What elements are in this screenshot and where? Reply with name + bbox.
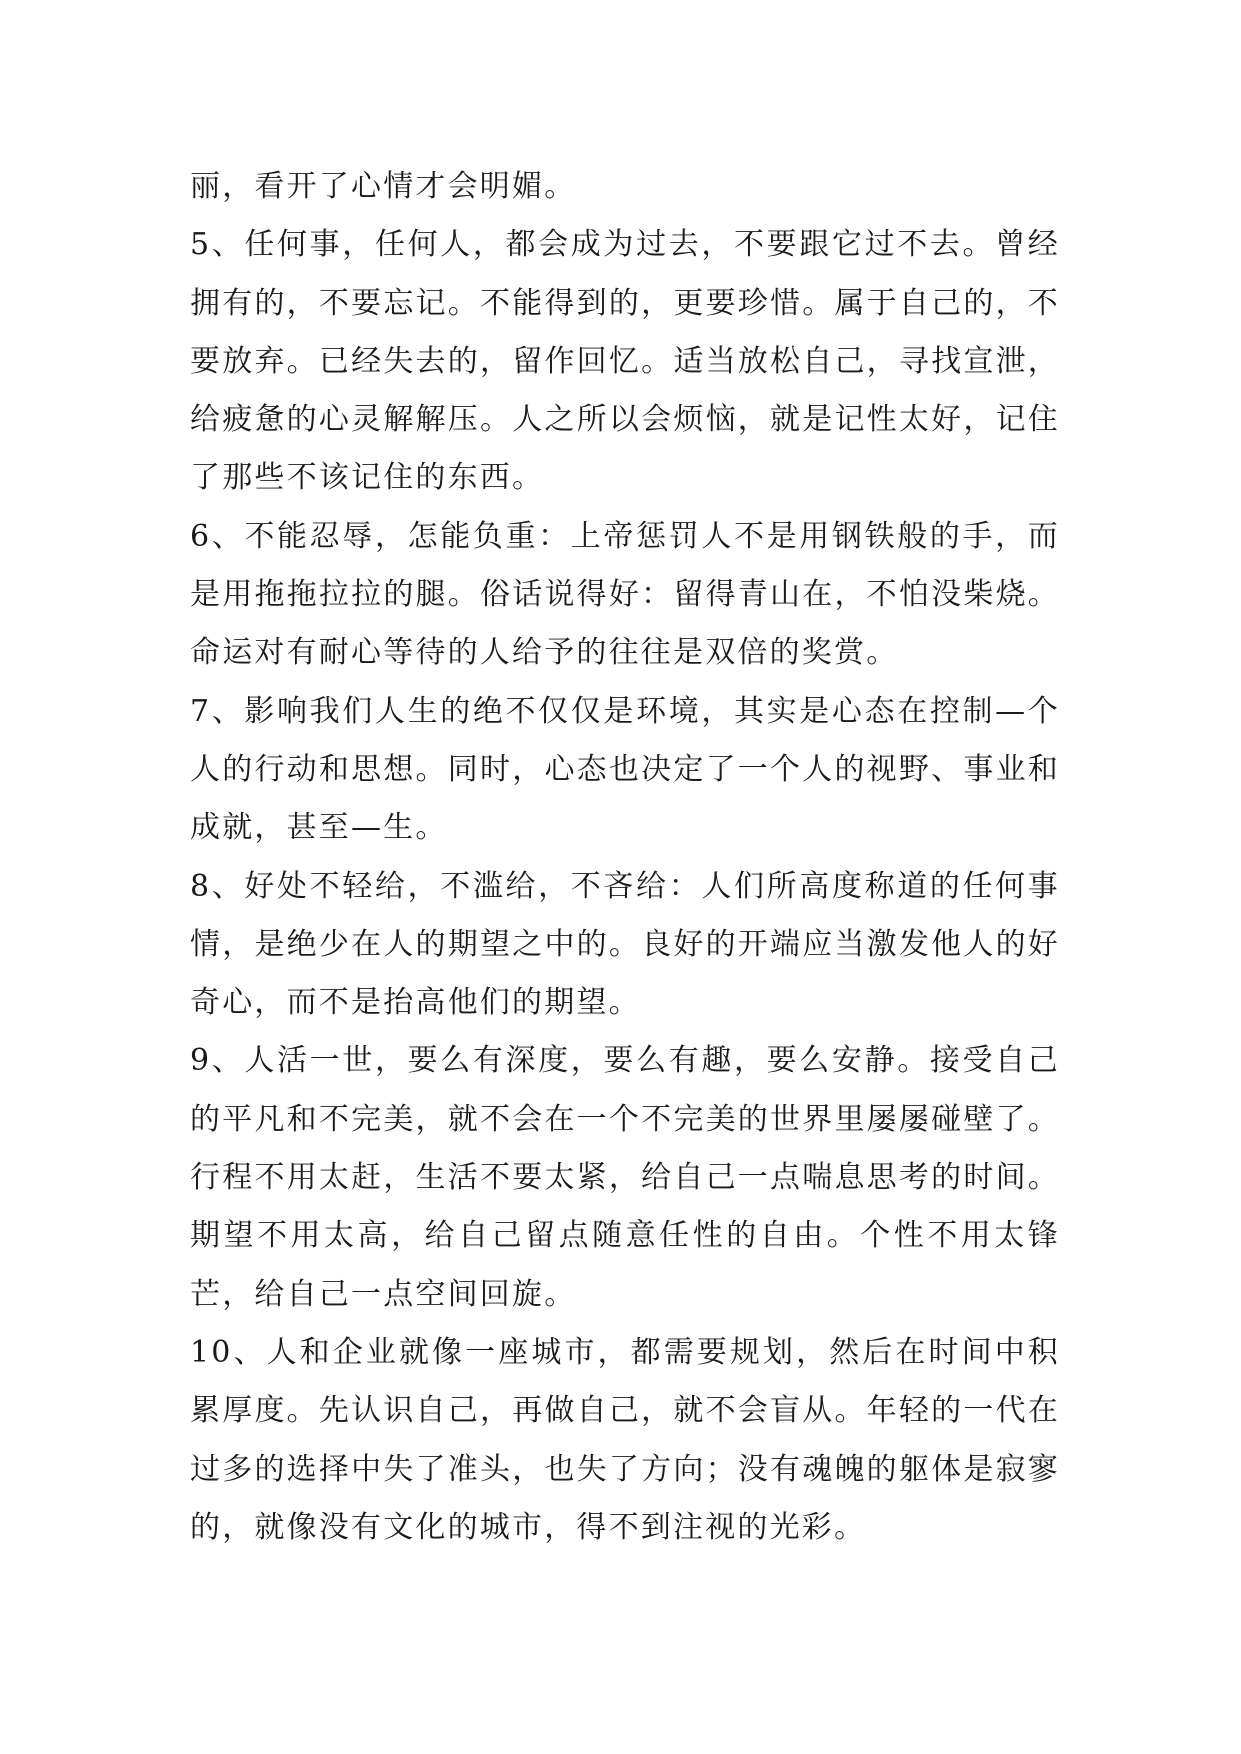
paragraph-item-8: 8、好处不轻给，不滥给，不吝给：人们所高度称道的任何事情，是绝少在人的期望之中的。良好的开端应当激发他人的好奇心，而不是抬高他们的期望。 [190,868,1060,1021]
paragraph-item-10: 10、人和企业就像一座城市，都需要规划，然后在时间中积累厚度。先认识自己，再做自己，就不会盲从。年轻的一代在过多的选择中失了准头，也失了方向；没有魂魄的躯体是寂寥的，就像没有文化的城市，得不到注视的光彩。 [190,1334,1060,1545]
paragraph-item-6: 6、不能忍辱，怎能负重：上帝惩罚人不是用钢铁般的手，而是用拖拖拉拉的腿。俗话说得好：留得青山在，不怕没柴烧。命运对有耐心等待的人给予的往往是双倍的奖赏。 [190,518,1060,671]
paragraph-continuation: 丽，看开了心情才会明媚。 [190,169,577,204]
document-body [190,158,1060,1557]
paragraph-item-7: 7、影响我们人生的绝不仅仅是环境，其实是心态在控制—个人的行动和思想。同时，心态也决定了一个人的视野、事业和成就，甚至—生。 [190,693,1060,846]
paragraph-item-9: 9、人活一世，要么有深度，要么有趣，要么安静。接受自己的平凡和不完美，就不会在一个不完美的世界里屡屡碰壁了。行程不用太赶，生活不要太紧，给自己一点喘息思考的时间。期望不用太高，给自己留点随意任性的自由。个性不用太锋芒，给自己一点空间回旋。 [190,1043,1060,1312]
paragraph-item-5: 5、任何事，任何人，都会成为过去，不要跟它过不去。曾经拥有的，不要忘记。不能得到的，更要珍惜。属于自己的，不要放弃。已经失去的，留作回忆。适当放松自己，寻找宣泄，给疲惫的心灵解解压。人之所以会烦恼，就是记性太好，记住了那些不该记住的东西。 [190,227,1060,496]
